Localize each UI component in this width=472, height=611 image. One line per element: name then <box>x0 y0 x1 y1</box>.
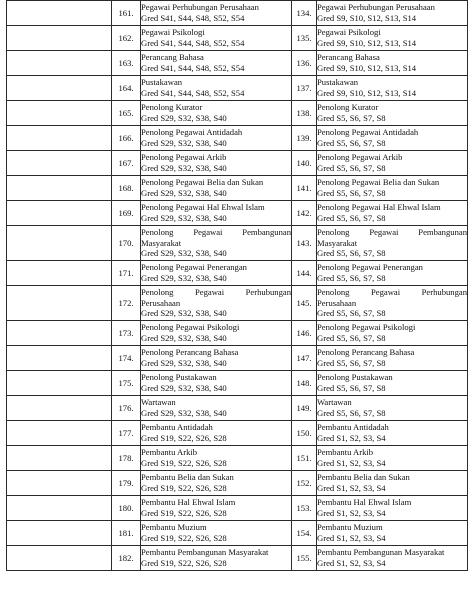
item-number-right: 148. <box>292 371 317 396</box>
position-title-text: Penolong Pegawai Psikologi <box>317 322 416 333</box>
position-title-text: Penolong Pegawai Pembangunan <box>141 227 291 238</box>
position-cell-left <box>141 321 292 346</box>
item-number-left: 179. <box>112 471 141 496</box>
grade-text: Gred S1, S2, S3, S4 <box>317 433 386 443</box>
item-number-left: 172. <box>112 286 141 321</box>
position-cell-right <box>317 496 468 521</box>
blank-cell <box>7 151 112 176</box>
grade-text: Gred S29, S32, S38, S40 <box>141 308 227 319</box>
item-number-right: 136. <box>292 51 317 76</box>
position-cell-left <box>141 1 292 26</box>
position-title-text: Penolong Pegawai Pembangunan <box>317 227 467 238</box>
position-title-text: Penolong Pegawai Penerangan <box>317 262 423 273</box>
position-cell-right <box>317 26 468 51</box>
grade-text: Gred S5, S6, S7, S8 <box>317 113 386 123</box>
table-row <box>7 396 468 421</box>
blank-cell <box>7 346 112 371</box>
grade-text: Gred S29, S32, S38, S40 <box>141 383 227 393</box>
item-number-right: 151. <box>292 446 317 471</box>
position-title-text: Pembantu Muzium <box>141 522 207 533</box>
table-row <box>7 176 468 201</box>
table-body <box>7 1 468 571</box>
table-row <box>7 201 468 226</box>
item-number-right: 143. <box>292 226 317 261</box>
position-cell-right <box>317 521 468 546</box>
grade-text: Gred S29, S32, S38, S40 <box>141 248 227 259</box>
grade-text: Gred S29, S32, S38, S40 <box>141 213 227 223</box>
blank-cell <box>7 321 112 346</box>
blank-cell <box>7 126 112 151</box>
position-title-text: Pustakawan <box>317 77 359 88</box>
position-title-text: Pembantu Hal Ehwal Islam <box>141 497 236 508</box>
blank-cell <box>7 176 112 201</box>
blank-cell <box>7 421 112 446</box>
item-number-left: 167. <box>112 151 141 176</box>
grade-text: Gred S5, S6, S7, S8 <box>317 408 386 418</box>
position-title-text: Pegawai Psikologi <box>141 27 205 38</box>
blank-cell <box>7 51 112 76</box>
position-cell-left <box>141 396 292 421</box>
grade-text: Gred S1, S2, S3, S4 <box>317 483 386 493</box>
item-number-left: 175. <box>112 371 141 396</box>
blank-cell <box>7 396 112 421</box>
item-number-left: 181. <box>112 521 141 546</box>
item-number-right: 152. <box>292 471 317 496</box>
table-row <box>7 346 468 371</box>
table-row <box>7 226 468 261</box>
grade-text: Gred S5, S6, S7, S8 <box>317 138 386 148</box>
position-title-text: Pembantu Antidadah <box>141 422 213 433</box>
position-title-text: Wartawan <box>317 397 352 408</box>
table-row <box>7 261 468 286</box>
position-title-text: Penolong Pustakawan <box>141 372 217 383</box>
position-cell-right <box>317 176 468 201</box>
position-title-text: Penolong Pegawai Perhubungan <box>317 287 467 298</box>
position-cell-left <box>141 101 292 126</box>
position-title-text: Penolong Pegawai Arkib <box>141 152 227 163</box>
table-row <box>7 421 468 446</box>
item-number-right: 138. <box>292 101 317 126</box>
position-title-text: Pegawai Perhubungan Perusahaan <box>317 2 435 13</box>
grade-text: Gred S1, S2, S3, S4 <box>317 558 386 568</box>
grade-text: Gred S1, S2, S3, S4 <box>317 533 386 543</box>
grade-text: Gred S41, S44, S48, S52, S54 <box>141 13 245 23</box>
grade-text: Gred S29, S32, S38, S40 <box>141 188 227 198</box>
item-number-left: 176. <box>112 396 141 421</box>
position-cell-right <box>317 321 468 346</box>
grade-text: Gred S29, S32, S38, S40 <box>141 333 227 343</box>
blank-cell <box>7 446 112 471</box>
table-row <box>7 446 468 471</box>
table-row <box>7 76 468 101</box>
grade-text: Gred S41, S44, S48, S52, S54 <box>141 63 245 73</box>
position-title-text: Pembantu Antidadah <box>317 422 389 433</box>
table-row <box>7 126 468 151</box>
table-row <box>7 321 468 346</box>
grade-text: Gred S29, S32, S38, S40 <box>141 273 227 283</box>
table-row <box>7 26 468 51</box>
blank-cell <box>7 101 112 126</box>
blank-cell <box>7 546 112 571</box>
position-cell-left <box>141 346 292 371</box>
position-title-text: Penolong Pegawai Hal Ehwal Islam <box>317 202 441 213</box>
position-cell-left <box>141 446 292 471</box>
position-cell-left <box>141 51 292 76</box>
grade-text: Gred S5, S6, S7, S8 <box>317 188 386 198</box>
position-cell-right <box>317 346 468 371</box>
position-title-text: Pegawai Perhubungan Perusahaan <box>141 2 259 13</box>
grade-text: Gred S9, S10, S12, S13, S14 <box>317 88 417 98</box>
item-number-right: 147. <box>292 346 317 371</box>
position-cell-right <box>317 471 468 496</box>
grade-text: Gred S5, S6, S7, S8 <box>317 358 386 368</box>
item-number-left: 178. <box>112 446 141 471</box>
blank-cell <box>7 286 112 321</box>
position-title-text: Pembantu Pembangunan Masyarakat <box>317 547 445 558</box>
position-title-text: Masyarakat <box>141 237 182 248</box>
position-cell-left <box>141 26 292 51</box>
position-title-text: Pustakawan <box>141 77 183 88</box>
position-title-text: Penolong Pegawai Penerangan <box>141 262 247 273</box>
position-title-text: Penolong Pegawai Psikologi <box>141 322 240 333</box>
grade-text: Gred S19, S22, S26, S28 <box>141 433 227 443</box>
position-cell-right <box>317 1 468 26</box>
position-cell-right <box>317 76 468 101</box>
blank-cell <box>7 521 112 546</box>
position-cell-right <box>317 286 468 321</box>
item-number-left: 170. <box>112 226 141 261</box>
blank-cell <box>7 76 112 101</box>
item-number-left: 182. <box>112 546 141 571</box>
position-cell-left <box>141 226 292 261</box>
position-title-text: Penolong Pegawai Antidadah <box>141 127 243 138</box>
position-title-text: Perusahaan <box>317 297 357 308</box>
grade-text: Gred S1, S2, S3, S4 <box>317 508 386 518</box>
item-number-left: 164. <box>112 76 141 101</box>
position-cell-left <box>141 176 292 201</box>
grade-text: Gred S29, S32, S38, S40 <box>141 408 227 418</box>
grade-text: Gred S19, S22, S26, S28 <box>141 558 227 568</box>
position-cell-right <box>317 421 468 446</box>
item-number-right: 134. <box>292 1 317 26</box>
grade-text: Gred S5, S6, S7, S8 <box>317 213 386 223</box>
position-title-text: Wartawan <box>141 397 176 408</box>
position-title-text: Penolong Pegawai Arkib <box>317 152 403 163</box>
grade-text: Gred S41, S44, S48, S52, S54 <box>141 88 245 98</box>
position-cell-left <box>141 76 292 101</box>
item-number-left: 166. <box>112 126 141 151</box>
position-title-text: Pembantu Belia dan Sukan <box>317 472 410 483</box>
blank-cell <box>7 201 112 226</box>
item-number-right: 144. <box>292 261 317 286</box>
blank-cell <box>7 496 112 521</box>
item-number-left: 173. <box>112 321 141 346</box>
item-number-left: 169. <box>112 201 141 226</box>
position-cell-right <box>317 546 468 571</box>
position-cell-left <box>141 371 292 396</box>
grade-text: Gred S19, S22, S26, S28 <box>141 533 227 543</box>
position-title-text: Pembantu Pembangunan Masyarakat <box>141 547 269 558</box>
item-number-left: 171. <box>112 261 141 286</box>
grade-text: Gred S19, S22, S26, S28 <box>141 458 227 468</box>
position-title-text: Masyarakat <box>317 237 358 248</box>
item-number-right: 142. <box>292 201 317 226</box>
position-cell-right <box>317 446 468 471</box>
item-number-left: 174. <box>112 346 141 371</box>
position-title-text: Pembantu Belia dan Sukan <box>141 472 234 483</box>
position-cell-right <box>317 151 468 176</box>
grade-text: Gred S5, S6, S7, S8 <box>317 273 386 283</box>
position-cell-left <box>141 151 292 176</box>
position-cell-right <box>317 51 468 76</box>
item-number-right: 137. <box>292 76 317 101</box>
item-number-left: 168. <box>112 176 141 201</box>
position-title-text: Penolong Pegawai Hal Ehwal Islam <box>141 202 265 213</box>
item-number-right: 149. <box>292 396 317 421</box>
position-title-text: Penolong Pegawai Perhubungan <box>141 287 291 298</box>
grade-text: Gred S29, S32, S38, S40 <box>141 138 227 148</box>
item-number-right: 154. <box>292 521 317 546</box>
position-cell-left <box>141 496 292 521</box>
position-title-text: Penolong Kurator <box>317 102 379 113</box>
position-title-text: Pembantu Arkib <box>141 447 198 458</box>
blank-cell <box>7 226 112 261</box>
grade-text: Gred S29, S32, S38, S40 <box>141 163 227 173</box>
item-number-left: 163. <box>112 51 141 76</box>
blank-cell <box>7 1 112 26</box>
position-cell-right <box>317 226 468 261</box>
table-row <box>7 151 468 176</box>
table-row <box>7 371 468 396</box>
position-title-text: Perancang Bahasa <box>317 52 380 63</box>
position-title-text: Penolong Pegawai Antidadah <box>317 127 419 138</box>
grade-text: Gred S5, S6, S7, S8 <box>317 333 386 343</box>
table-row <box>7 101 468 126</box>
table-row <box>7 546 468 571</box>
grade-text: Gred S41, S44, S48, S52, S54 <box>141 38 245 48</box>
position-cell-right <box>317 201 468 226</box>
position-title-text: Pembantu Arkib <box>317 447 374 458</box>
grade-text: Gred S5, S6, S7, S8 <box>317 383 386 393</box>
grade-text: Gred S9, S10, S12, S13, S14 <box>317 13 417 23</box>
position-cell-left <box>141 521 292 546</box>
position-cell-left <box>141 201 292 226</box>
item-number-right: 153. <box>292 496 317 521</box>
item-number-left: 162. <box>112 26 141 51</box>
grade-text: Gred S19, S22, S26, S28 <box>141 508 227 518</box>
position-title-text: Penolong Pegawai Belia dan Sukan <box>141 177 264 188</box>
position-cell-left <box>141 261 292 286</box>
table-row <box>7 496 468 521</box>
position-cell-right <box>317 101 468 126</box>
blank-cell <box>7 471 112 496</box>
table-row <box>7 1 468 26</box>
position-title-text: Pembantu Muzium <box>317 522 383 533</box>
item-number-left: 161. <box>112 1 141 26</box>
item-number-right: 146. <box>292 321 317 346</box>
position-cell-right <box>317 126 468 151</box>
grade-text: Gred S5, S6, S7, S8 <box>317 308 386 319</box>
position-cell-left <box>141 471 292 496</box>
table-row <box>7 521 468 546</box>
position-title-text: Penolong Pustakawan <box>317 372 393 383</box>
table-row <box>7 51 468 76</box>
position-title-text: Perancang Bahasa <box>141 52 204 63</box>
position-title-text: Penolong Perancang Bahasa <box>317 347 415 358</box>
item-number-right: 139. <box>292 126 317 151</box>
item-number-left: 180. <box>112 496 141 521</box>
table-row <box>7 286 468 321</box>
item-number-left: 177. <box>112 421 141 446</box>
grade-text: Gred S5, S6, S7, S8 <box>317 248 386 259</box>
grade-text: Gred S19, S22, S26, S28 <box>141 483 227 493</box>
position-cell-left <box>141 421 292 446</box>
grade-text: Gred S9, S10, S12, S13, S14 <box>317 63 417 73</box>
item-number-right: 141. <box>292 176 317 201</box>
item-number-right: 135. <box>292 26 317 51</box>
blank-cell <box>7 261 112 286</box>
position-cell-left <box>141 286 292 321</box>
position-title-text: Perusahaan <box>141 297 181 308</box>
position-title-text: Pegawai Psikologi <box>317 27 381 38</box>
blank-cell <box>7 371 112 396</box>
position-cell-right <box>317 396 468 421</box>
position-title-text: Penolong Kurator <box>141 102 203 113</box>
position-cell-left <box>141 546 292 571</box>
position-cell-right <box>317 261 468 286</box>
grade-text: Gred S1, S2, S3, S4 <box>317 458 386 468</box>
position-title-text: Penolong Pegawai Belia dan Sukan <box>317 177 440 188</box>
grade-text: Gred S9, S10, S12, S13, S14 <box>317 38 417 48</box>
position-cell-left <box>141 126 292 151</box>
grade-text: Gred S29, S32, S38, S40 <box>141 113 227 123</box>
item-number-right: 155. <box>292 546 317 571</box>
item-number-right: 150. <box>292 421 317 446</box>
grade-text: Gred S5, S6, S7, S8 <box>317 163 386 173</box>
service-grade-table <box>6 0 468 571</box>
blank-cell <box>7 26 112 51</box>
position-title-text: Penolong Perancang Bahasa <box>141 347 239 358</box>
table-row <box>7 471 468 496</box>
position-cell-right <box>317 371 468 396</box>
item-number-right: 140. <box>292 151 317 176</box>
position-title-text: Pembantu Hal Ehwal Islam <box>317 497 412 508</box>
item-number-left: 165. <box>112 101 141 126</box>
item-number-right: 145. <box>292 286 317 321</box>
grade-text: Gred S29, S32, S38, S40 <box>141 358 227 368</box>
